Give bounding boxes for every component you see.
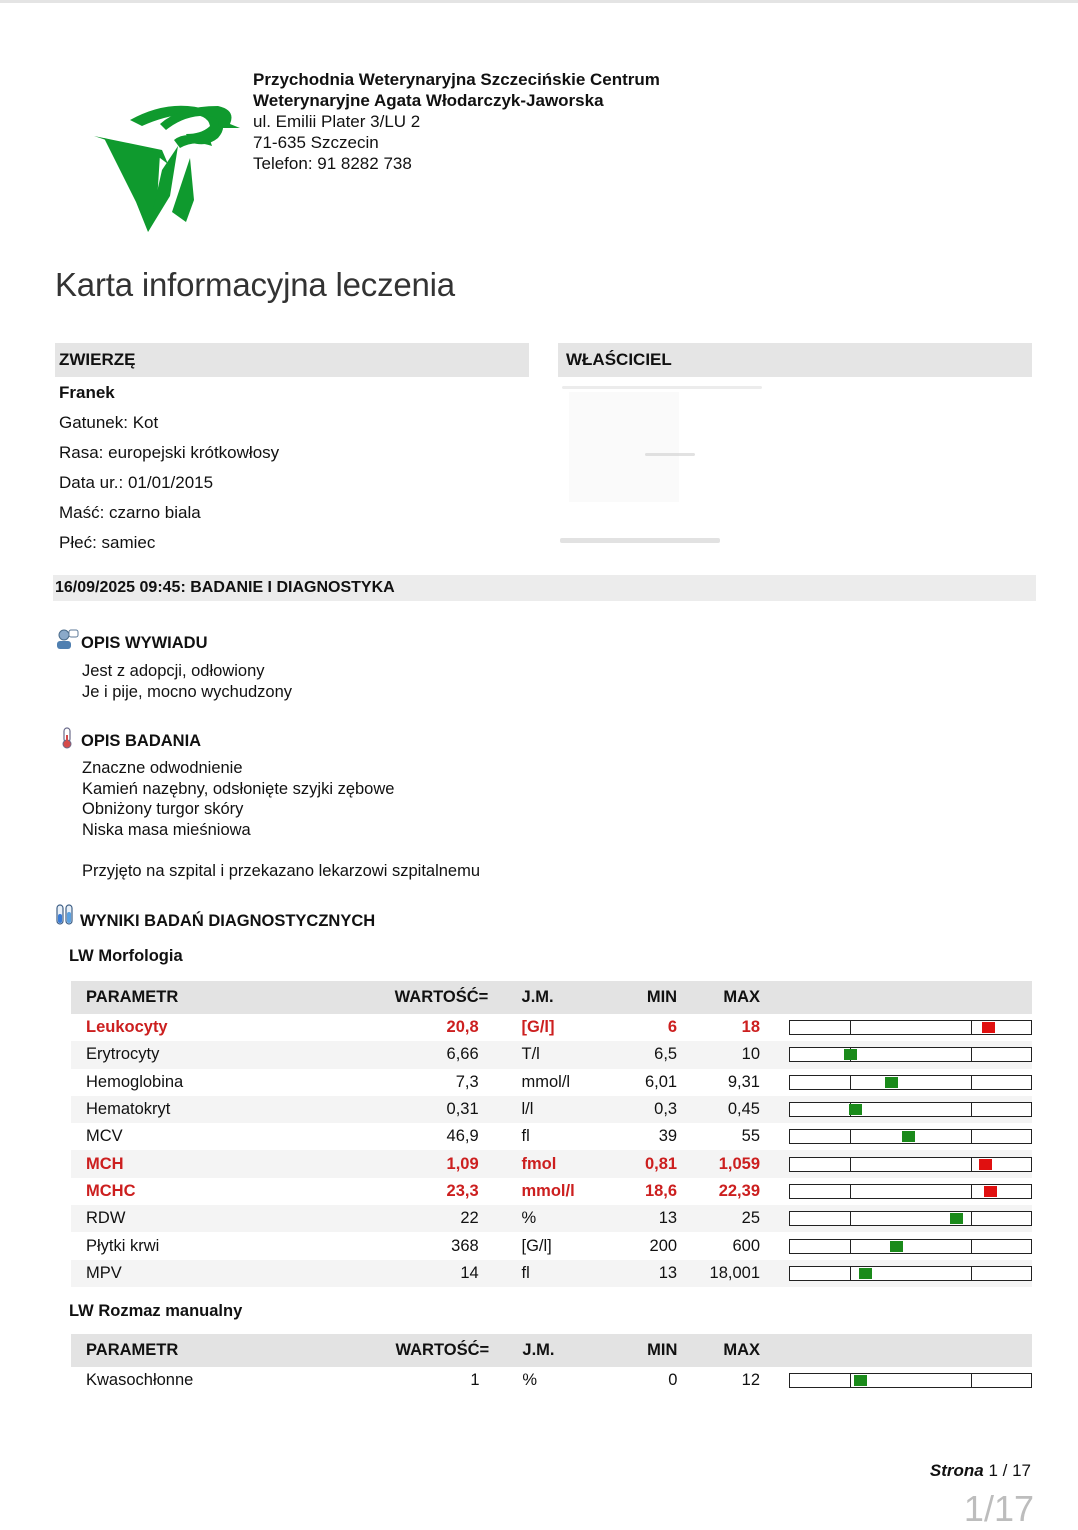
- top-border: [0, 0, 1078, 3]
- value-cell: 46,9: [446, 1127, 479, 1146]
- unit-cell: l/l: [522, 1096, 611, 1123]
- range-bar-cell: [760, 1096, 1032, 1123]
- range-max-tick: [971, 1185, 972, 1198]
- doctor-icon: [55, 628, 79, 650]
- value-cell: 1: [470, 1371, 480, 1390]
- range-bar-cell: [760, 1150, 1032, 1177]
- range-max-tick: [971, 1076, 972, 1089]
- param-cell: RDW: [71, 1205, 342, 1232]
- page-footer: [930, 1461, 1031, 1481]
- param-cell: MPV: [71, 1260, 342, 1287]
- value-cell: 7,3: [455, 1072, 479, 1091]
- col-header-max: MAX: [677, 981, 760, 1014]
- col-header-value: WARTOŚĆ: [343, 1334, 479, 1367]
- animal-coat: Maść: czarno biala: [59, 503, 201, 522]
- col-header-param: PARAMETR: [71, 1334, 343, 1367]
- owner-redacted-area: [569, 392, 679, 502]
- col-header-range: [760, 1334, 1032, 1367]
- col-header-value: WARTOŚĆ: [342, 981, 478, 1014]
- eq-cell: [479, 1123, 522, 1150]
- owner-section-header: WŁAŚCICIEL: [558, 343, 1032, 377]
- param-cell: Kwasochłonne: [86, 1371, 194, 1390]
- range-marker: [854, 1375, 867, 1386]
- range-max-tick: [971, 1103, 972, 1116]
- interview-text: [82, 661, 292, 702]
- visit-header: 16/09/2025 09:45: BADANIE I DIAGNOSTYKA: [53, 575, 1036, 601]
- range-bar: [789, 1184, 1032, 1199]
- col-header-max: MAX: [677, 1334, 760, 1367]
- morphology-results-table: [71, 981, 1032, 1287]
- range-bar-cell: [760, 1178, 1032, 1205]
- clinic-header: [253, 69, 660, 174]
- range-marker: [890, 1241, 903, 1252]
- max-cell: 12: [741, 1371, 760, 1390]
- animal-species: Gatunek: Kot: [59, 413, 159, 432]
- min-cell: 6,5: [610, 1041, 677, 1068]
- test-tubes-icon: [55, 904, 79, 926]
- table-row: [71, 1205, 1032, 1232]
- max-cell: 0,45: [677, 1096, 760, 1123]
- owner-redacted-line: [645, 453, 695, 456]
- range-bar-cell: [760, 1367, 1032, 1394]
- range-marker: [979, 1159, 992, 1170]
- param-cell: MCH: [71, 1150, 342, 1177]
- col-header-unit: J.M.: [522, 981, 611, 1014]
- page-number: 1: [988, 1461, 998, 1480]
- range-bar-cell: [760, 1123, 1032, 1150]
- table-row: [71, 1069, 1032, 1096]
- clinic-address-line1: ul. Emilii Plater 3/LU 2: [253, 112, 421, 131]
- page-total: / 17: [1002, 1461, 1031, 1480]
- range-bar: [789, 1239, 1032, 1254]
- range-min-tick: [850, 1240, 851, 1253]
- max-cell: 10: [677, 1041, 760, 1068]
- range-max-tick: [971, 1212, 972, 1225]
- range-bar: [789, 1373, 1032, 1388]
- range-marker: [844, 1049, 857, 1060]
- value-cell: 0,31: [342, 1096, 478, 1123]
- range-bar-cell: [760, 1069, 1032, 1096]
- param-cell: MCV: [86, 1127, 123, 1146]
- unit-cell: %: [522, 1205, 611, 1232]
- exam-line: Niska masa mieśniowa: [82, 820, 251, 839]
- document-title: Karta informacyjna leczenia: [55, 266, 455, 303]
- col-header-param: PARAMETR: [71, 981, 342, 1014]
- interview-line: Jest z adopcji, odłowiony: [82, 662, 265, 680]
- range-marker: [885, 1077, 898, 1088]
- table-row: [71, 1014, 1032, 1041]
- table-title-smear: LW Rozmaz manualny: [69, 1302, 243, 1320]
- table-header-row: [71, 981, 1032, 1014]
- range-min-tick: [850, 1158, 851, 1171]
- exam-line: Kamień nazębny, odsłonięte szyjki zębowe: [82, 779, 395, 798]
- results-title: WYNIKI BADAŃ DIAGNOSTYCZNYCH: [80, 912, 376, 930]
- table-row: [71, 1178, 1032, 1205]
- param-cell: Hemoglobina: [86, 1072, 184, 1091]
- unit-cell: T/l: [522, 1041, 611, 1068]
- owner-redacted-line: [562, 386, 762, 389]
- exam-title: OPIS BADANIA: [81, 732, 202, 750]
- range-bar: [789, 1020, 1032, 1035]
- range-min-tick: [850, 1374, 851, 1387]
- value-cell: 6,66: [342, 1041, 478, 1068]
- range-bar: [789, 1047, 1032, 1062]
- range-marker: [950, 1213, 963, 1224]
- exam-line: Obniżony turgor skóry: [82, 800, 244, 818]
- range-marker: [982, 1022, 995, 1033]
- max-cell: 1,059: [677, 1150, 760, 1177]
- clinic-phone: Telefon: 91 8282 738: [253, 154, 412, 173]
- clinic-address-line2: 71-635 Szczecin: [253, 133, 379, 152]
- table-row: [71, 1367, 1032, 1394]
- clinic-logo: [90, 100, 240, 240]
- eq-cell: [479, 1178, 522, 1205]
- range-max-tick: [971, 1240, 972, 1253]
- col-header-min: MIN: [611, 1334, 678, 1367]
- min-cell: 18,6: [644, 1181, 678, 1200]
- table-header-row: [71, 1334, 1032, 1367]
- param-cell: Erytrocyty: [71, 1041, 342, 1068]
- exam-line: [82, 840, 480, 861]
- range-max-tick: [971, 1158, 972, 1171]
- min-cell: 13: [610, 1205, 677, 1232]
- range-marker: [902, 1131, 915, 1142]
- range-min-tick: [850, 1212, 851, 1225]
- min-cell: 6: [667, 1018, 678, 1037]
- range-marker: [984, 1186, 997, 1197]
- eq-cell: [479, 1096, 522, 1123]
- range-bar: [789, 1157, 1032, 1172]
- min-cell: 0: [668, 1371, 678, 1390]
- eq-cell: [479, 1260, 522, 1287]
- exam-line: Przyjęto na szpital i przekazano lekarzowi szpitalnemu: [82, 861, 481, 880]
- value-cell: 14: [342, 1260, 478, 1287]
- value-cell: 22: [342, 1205, 478, 1232]
- range-min-tick: [850, 1130, 851, 1143]
- range-bar: [789, 1075, 1032, 1090]
- eq-cell: [479, 1150, 522, 1177]
- range-min-tick: [850, 1076, 851, 1089]
- value-cell: 368: [451, 1236, 479, 1255]
- max-cell: 600: [732, 1236, 760, 1255]
- unit-cell: mmol/l: [521, 1072, 571, 1091]
- table-row: [71, 1150, 1032, 1177]
- eq-cell: [479, 1041, 522, 1068]
- animal-section-header: ZWIERZĘ: [55, 343, 529, 377]
- unit-cell: mmol/l: [521, 1181, 575, 1200]
- range-bar: [789, 1211, 1032, 1226]
- max-cell: 22,39: [718, 1181, 760, 1200]
- animal-name: Franek: [59, 383, 115, 402]
- table-row: [71, 1232, 1032, 1259]
- exam-line: Znaczne odwodnienie: [82, 759, 243, 777]
- unit-cell: fl: [522, 1260, 611, 1287]
- range-min-tick: [850, 1185, 851, 1198]
- unit-cell: %: [522, 1371, 538, 1390]
- min-cell: 200: [649, 1236, 678, 1255]
- range-min-tick: [850, 1267, 851, 1280]
- eq-cell: [479, 1014, 522, 1041]
- col-header-eq: =: [480, 1334, 523, 1367]
- range-bar: [789, 1266, 1032, 1281]
- min-cell: 39: [658, 1127, 678, 1146]
- unit-cell: fl: [521, 1127, 530, 1146]
- col-header-range: [760, 981, 1032, 1014]
- range-bar-cell: [760, 1232, 1032, 1259]
- min-cell: 0,3: [610, 1096, 677, 1123]
- clinic-name-line1: Przychodnia Weterynaryjna Szczecińskie Centrum: [253, 70, 660, 89]
- col-header-eq: =: [479, 981, 522, 1014]
- eq-cell: [479, 1232, 522, 1259]
- owner-redacted-line: [560, 538, 720, 543]
- eq-cell: [479, 1205, 522, 1232]
- min-cell: 13: [610, 1260, 677, 1287]
- page-label: Strona: [929, 1461, 984, 1480]
- range-max-tick: [971, 1048, 972, 1061]
- unit-cell: [G/l]: [521, 1236, 552, 1255]
- table-row: [71, 1041, 1032, 1068]
- col-header-unit: J.M.: [522, 1334, 610, 1367]
- animal-breed: Rasa: europejski krótkowłosy: [59, 443, 280, 462]
- table-row: [71, 1096, 1032, 1123]
- param-cell: Płytki krwi: [86, 1236, 160, 1255]
- unit-cell: [G/l]: [521, 1018, 555, 1037]
- range-max-tick: [971, 1267, 972, 1280]
- exam-text: [82, 758, 480, 881]
- range-marker: [859, 1268, 872, 1279]
- range-min-tick: [850, 1021, 851, 1034]
- unit-cell: fmol: [522, 1150, 611, 1177]
- range-marker: [849, 1104, 862, 1115]
- max-cell: 55: [741, 1127, 760, 1146]
- page-watermark: 1/17: [963, 1488, 1034, 1529]
- interview-line: Je i pije, mocno wychudzony: [82, 682, 293, 701]
- param-cell: MCHC: [86, 1181, 136, 1200]
- smear-results-table: [71, 1334, 1032, 1394]
- min-cell: 0,81: [610, 1150, 677, 1177]
- param-cell: Hematokryt: [71, 1096, 342, 1123]
- animal-birth-date: Data ur.: 01/01/2015: [59, 473, 214, 492]
- thermometer-icon: [60, 727, 74, 749]
- min-cell: 6,01: [644, 1072, 678, 1091]
- range-max-tick: [971, 1130, 972, 1143]
- range-bar-cell: [760, 1260, 1032, 1287]
- value-cell: 20,8: [446, 1018, 479, 1037]
- max-cell: 18: [741, 1018, 760, 1037]
- range-max-tick: [971, 1374, 972, 1387]
- eq-cell: [479, 1069, 522, 1096]
- range-bar: [789, 1129, 1032, 1144]
- range-bar-cell: [760, 1041, 1032, 1068]
- max-cell: 9,31: [727, 1072, 760, 1091]
- max-cell: 25: [677, 1205, 760, 1232]
- table-row: [71, 1260, 1032, 1287]
- animal-sex: Płeć: samiec: [59, 533, 156, 552]
- col-header-min: MIN: [610, 981, 677, 1014]
- eq-cell: [480, 1367, 523, 1394]
- clinic-name-line2: Weterynaryjne Agata Włodarczyk-Jaworska: [253, 91, 604, 110]
- value-cell: 23,3: [446, 1181, 479, 1200]
- range-bar-cell: [760, 1014, 1032, 1041]
- range-bar-cell: [760, 1205, 1032, 1232]
- param-cell: Leukocyty: [86, 1018, 168, 1037]
- range-max-tick: [971, 1021, 972, 1034]
- table-row: [71, 1123, 1032, 1150]
- max-cell: 18,001: [677, 1260, 760, 1287]
- range-bar: [789, 1102, 1032, 1117]
- value-cell: 1,09: [342, 1150, 478, 1177]
- interview-title: OPIS WYWIADU: [81, 634, 208, 652]
- table-title-morphology: LW Morfologia: [69, 947, 183, 965]
